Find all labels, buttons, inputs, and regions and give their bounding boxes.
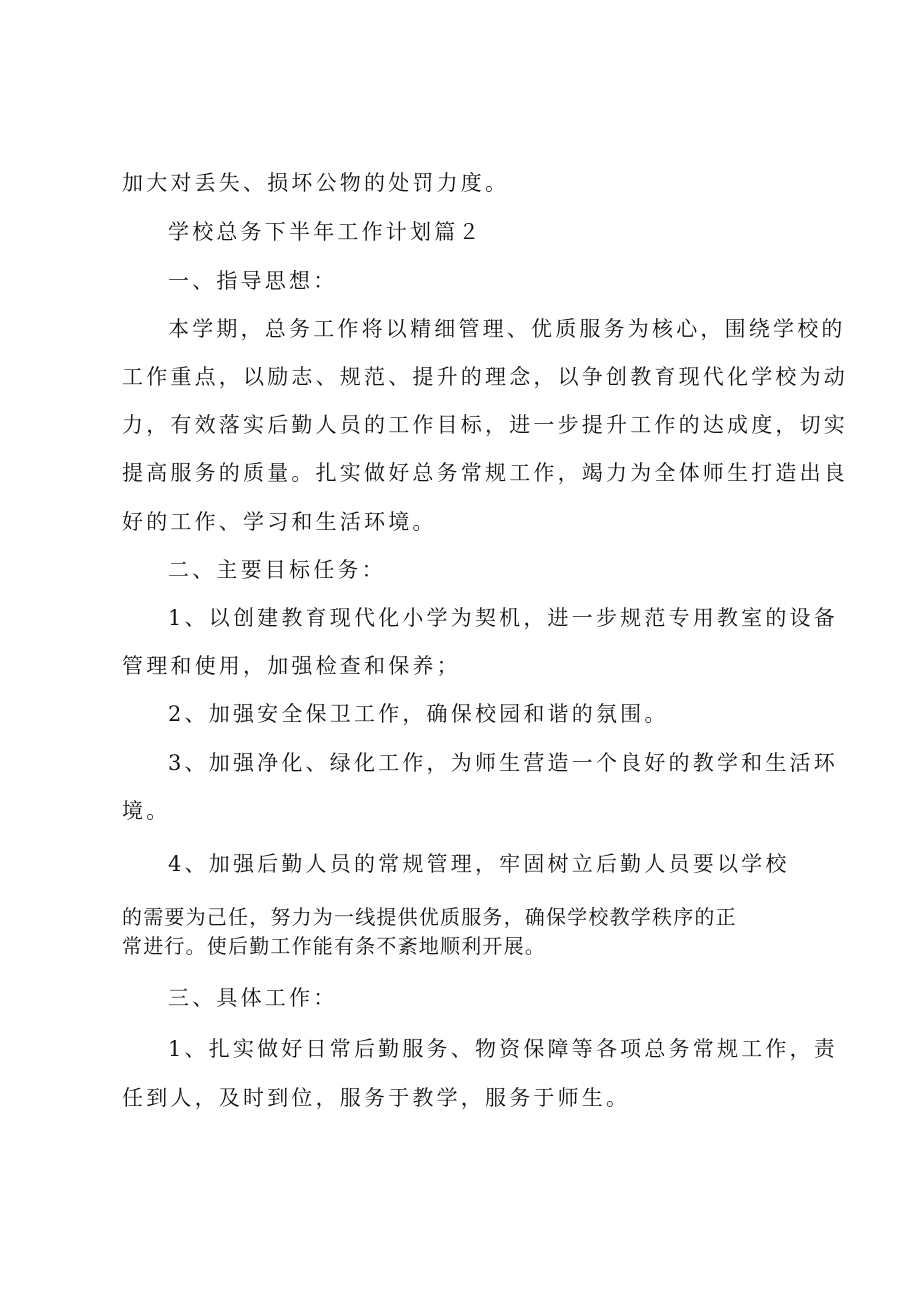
paragraph-line: 的需要为己任，努力为一线提供优质服务，确保学校教学秩序的正 (122, 905, 737, 929)
paragraph-line: 加大对丢失、损坏公物的处罚力度。 (122, 171, 510, 195)
paragraph-line: 境。 (122, 799, 171, 823)
heading-guiding-ideology: 一、指导思想： (168, 269, 338, 293)
paragraph-line: 工作重点，以励志、规范、提升的理念，以争创教育现代化学校为动 (122, 365, 848, 389)
paragraph-line: 管理和使用，加强检查和保养； (122, 654, 461, 678)
paragraph-line: 力，有效落实后勤人员的工作目标，进一步提升工作的达成度，切实 (122, 413, 848, 437)
paragraph-line: 1、以创建教育现代化小学为契机，进一步规范专用教室的设备 (168, 606, 838, 630)
paragraph-line: 本学期，总务工作将以精细管理、优质服务为核心，围绕学校的 (168, 317, 846, 341)
heading-main-targets: 二、主要目标任务： (168, 558, 386, 582)
paragraph-line: 提高服务的质量。扎实做好总务常规工作，竭力为全体师生打造出良 (122, 461, 848, 485)
paragraph-line: 任到人，及时到位，服务于教学，服务于师生。 (122, 1086, 631, 1110)
section-title: 学校总务下半年工作计划篇２ (168, 220, 483, 244)
heading-specific-work: 三、具体工作： (168, 986, 338, 1010)
paragraph-line: 3、加强净化、绿化工作，为师生营造一个良好的教学和生活环 (168, 751, 838, 775)
paragraph-line: 常进行。使后勤工作能有条不紊地顺利开展。 (122, 934, 546, 958)
paragraph-line: 4、加强后勤人员的常规管理，牢固树立后勤人员要以学校 (168, 852, 790, 876)
paragraph-line: 1、扎实做好日常后勤服务、物资保障等各项总务常规工作，责 (168, 1037, 838, 1061)
paragraph-line: 2、加强安全保卫工作，确保校园和谐的氛围。 (168, 702, 669, 726)
paragraph-line: 好的工作、学习和生活环境。 (122, 510, 437, 534)
